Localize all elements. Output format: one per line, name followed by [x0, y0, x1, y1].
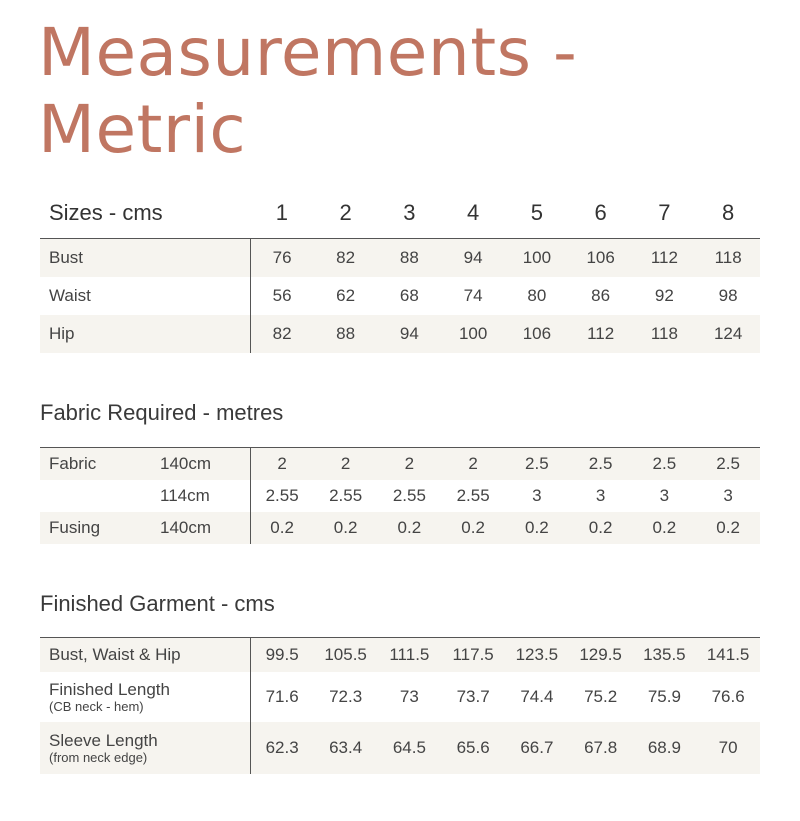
- row-label: [40, 722, 250, 774]
- table-cell: 3: [532, 485, 542, 505]
- table-cell: 100: [505, 239, 569, 277]
- table-cell: 118: [696, 239, 760, 277]
- table-cell: 105.5: [314, 638, 378, 672]
- table-cell: 2.5: [569, 448, 633, 480]
- table-cell: 0.2: [505, 512, 569, 544]
- row-label: [40, 480, 160, 512]
- table-cell: 56: [272, 285, 292, 305]
- table-cell: 82: [314, 239, 378, 277]
- garment-section-title: Finished Garment - cms: [40, 591, 275, 616]
- table-cell: 68.9: [633, 722, 697, 774]
- fabric-section-title: Fabric Required - metres: [40, 400, 284, 425]
- table-row: [40, 277, 760, 315]
- table-cell: 123.5: [505, 638, 569, 672]
- row-label-text: Finished Length: [49, 679, 170, 699]
- table-row: [40, 638, 760, 672]
- table-cell: 3: [595, 485, 606, 505]
- table-cell: 0.2: [696, 512, 760, 544]
- row-label: [40, 672, 250, 722]
- table-cell: 2.5: [633, 448, 697, 480]
- table-cell: 88: [378, 239, 442, 277]
- row-label: [40, 638, 250, 672]
- table-cell: 0.2: [633, 512, 697, 544]
- table-cell: 0.2: [314, 512, 378, 544]
- size-label: 5: [530, 200, 543, 225]
- table-cell: 111.5: [378, 638, 442, 672]
- size-label: 6: [594, 200, 607, 225]
- table-cell: 2.55: [265, 485, 299, 505]
- row-label-text: Sleeve Length: [49, 730, 158, 750]
- table-row: [40, 315, 760, 353]
- table-cell: 94: [378, 315, 442, 353]
- sizes-header-row: [40, 188, 760, 239]
- table-cell: 2.55: [329, 485, 363, 505]
- table-cell: 129.5: [569, 638, 633, 672]
- table-row: [40, 239, 760, 277]
- table-cell: 0.2: [569, 512, 633, 544]
- table-cell: 106: [505, 315, 569, 353]
- row-label-note: (CB neck - hem): [49, 698, 144, 714]
- table-cell: 3: [723, 485, 733, 505]
- table-cell: 63.4: [314, 722, 378, 774]
- size-label: 1: [275, 200, 288, 225]
- row-label-note: (from neck edge): [49, 749, 148, 765]
- table-cell: 67.8: [569, 722, 633, 774]
- size-label: 2: [339, 200, 352, 225]
- row-label-text: Bust, Waist & Hip: [49, 644, 181, 664]
- table-cell: 86: [591, 285, 611, 305]
- table-cell: 99.5: [250, 638, 314, 672]
- table-cell: 0.2: [250, 512, 314, 544]
- table-cell: 62.3: [250, 722, 314, 774]
- table-cell: 2: [378, 448, 442, 480]
- table-cell: 74: [463, 285, 483, 305]
- sizes-header-label: Sizes - cms: [49, 200, 163, 225]
- table-row: [40, 722, 760, 774]
- table-cell: 141.5: [696, 638, 760, 672]
- table-cell: 75.9: [647, 686, 681, 706]
- table-cell: 106: [569, 239, 633, 277]
- table-cell: 65.6: [441, 722, 505, 774]
- page-title: Measurements - Metric: [38, 14, 578, 168]
- size-label: 4: [467, 200, 480, 225]
- fabric-width: 140cm: [160, 448, 250, 480]
- table-cell: 117.5: [441, 638, 505, 672]
- row-label: Bust: [40, 239, 250, 277]
- table-cell: 62: [336, 285, 356, 305]
- garment-table: [40, 637, 760, 774]
- table-cell: 2.55: [392, 485, 426, 505]
- fabric-width: 140cm: [160, 512, 250, 544]
- table-cell: 2: [441, 448, 505, 480]
- row-label: Fusing: [40, 512, 160, 544]
- table-cell: 68: [399, 285, 419, 305]
- table-cell: 2: [314, 448, 378, 480]
- table-cell: 82: [250, 315, 314, 353]
- table-cell: 2.55: [456, 485, 490, 505]
- table-cell: 112: [569, 315, 633, 353]
- table-cell: 64.5: [378, 722, 442, 774]
- table-cell: 71.6: [265, 686, 299, 706]
- table-cell: 2: [250, 448, 314, 480]
- table-row: [40, 448, 760, 480]
- table-cell: 135.5: [633, 638, 697, 672]
- fabric-width: 114cm: [160, 480, 250, 512]
- table-row: [40, 512, 760, 544]
- table-cell: 94: [441, 239, 505, 277]
- row-label: Fabric: [40, 448, 160, 480]
- row-label: Waist: [40, 277, 250, 315]
- size-label: 7: [658, 200, 671, 225]
- row-label: Hip: [40, 315, 250, 353]
- table-cell: 72.3: [329, 686, 363, 706]
- table-cell: 2.5: [696, 448, 760, 480]
- table-cell: 74.4: [520, 686, 554, 706]
- table-cell: 70: [696, 722, 760, 774]
- table-cell: 92: [654, 285, 674, 305]
- table-cell: 3: [659, 485, 670, 505]
- table-cell: 66.7: [505, 722, 569, 774]
- table-cell: 112: [633, 239, 697, 277]
- table-cell: 76: [250, 239, 314, 277]
- table-cell: 118: [633, 315, 697, 353]
- table-cell: 0.2: [441, 512, 505, 544]
- fabric-table: [40, 447, 760, 544]
- table-cell: 73: [399, 686, 419, 706]
- table-cell: 88: [314, 315, 378, 353]
- size-label: 3: [403, 200, 416, 225]
- table-row: [40, 672, 760, 722]
- table-cell: 73.7: [456, 686, 490, 706]
- table-cell: 80: [527, 285, 547, 305]
- table-cell: 76.6: [711, 686, 745, 706]
- table-row: [40, 480, 760, 512]
- table-cell: 98: [718, 285, 738, 305]
- size-label: 8: [722, 200, 735, 225]
- table-cell: 124: [696, 315, 760, 353]
- table-cell: 2.5: [505, 448, 569, 480]
- sizes-table: [40, 188, 760, 353]
- table-cell: 75.2: [584, 686, 618, 706]
- table-cell: 0.2: [378, 512, 442, 544]
- table-cell: 100: [441, 315, 505, 353]
